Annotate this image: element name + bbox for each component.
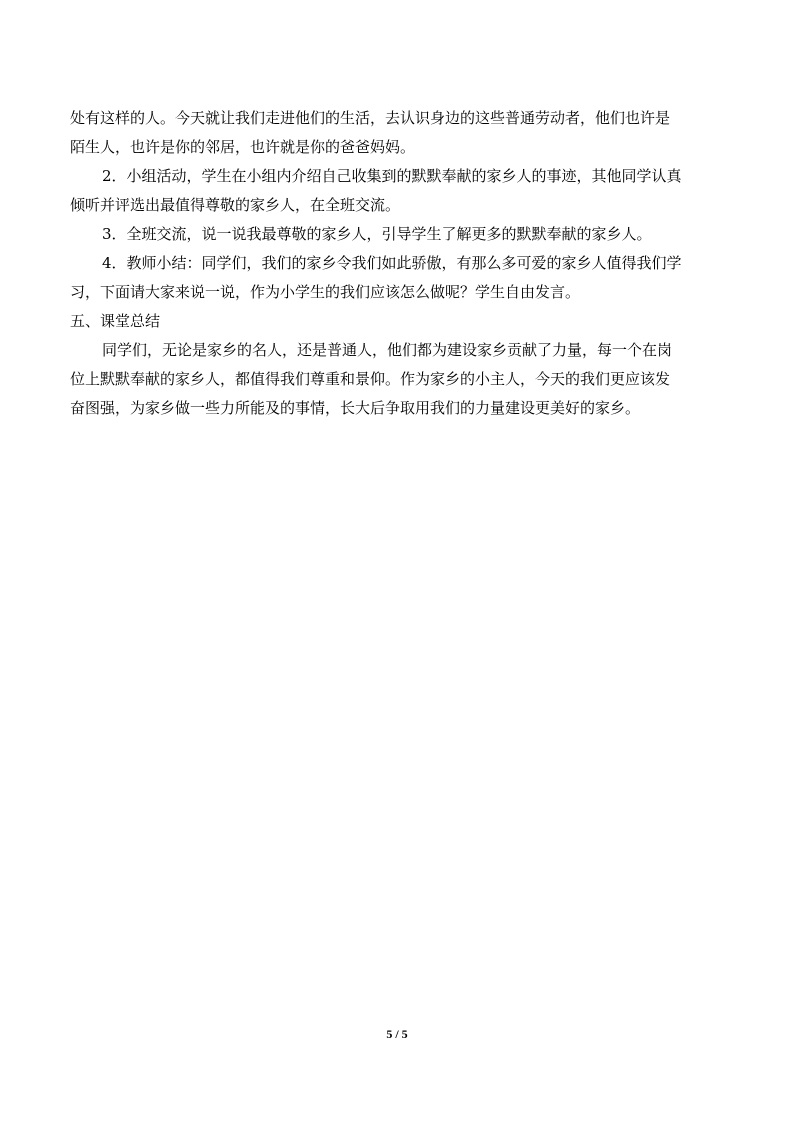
summary-paragraph-line: 同学们，无论是家乡的名人，还是普通人，他们都为建设家乡贡献了力量，每一个在岗: [102, 341, 673, 359]
list-item-4-line: 习，下面请大家来说一说，作为小学生的我们应该怎么做呢？学生自由发言。: [70, 283, 581, 301]
paragraph-line: 陌生人，也许是你的邻居，也许就是你的爸爸妈妈。: [70, 138, 416, 156]
list-item-2-line: 倾听并评选出最值得尊敬的家乡人，在全班交流。: [70, 196, 401, 214]
list-item-4-line: 4．教师小结：同学们，我们的家乡令我们如此骄傲，有那么多可爱的家乡人值得我们学: [102, 254, 682, 272]
list-item-2-line: 2．小组活动，学生在小组内介绍自己收集到的默默奉献的家乡人的事迹，其他同学认真: [102, 167, 682, 185]
paragraph-line: 处有这样的人。今天就让我们走进他们的生活，去认识身边的这些普通劳动者，他们也许是: [70, 109, 671, 127]
summary-paragraph-line: 位上默默奉献的家乡人，都值得我们尊重和景仰。作为家乡的小主人，今天的我们更应该发: [70, 370, 671, 388]
page-number: 5 / 5: [386, 1027, 408, 1041]
section-heading: 五、课堂总结: [70, 312, 161, 330]
summary-paragraph-line: 奋图强，为家乡做一些力所能及的事情，长大后争取用我们的力量建设更美好的家乡。: [70, 399, 641, 417]
list-item-3-line: 3．全班交流，说一说我最尊敬的家乡人，引导学生了解更多的默默奉献的家乡人。: [102, 225, 652, 243]
document-body: [70, 104, 726, 423]
